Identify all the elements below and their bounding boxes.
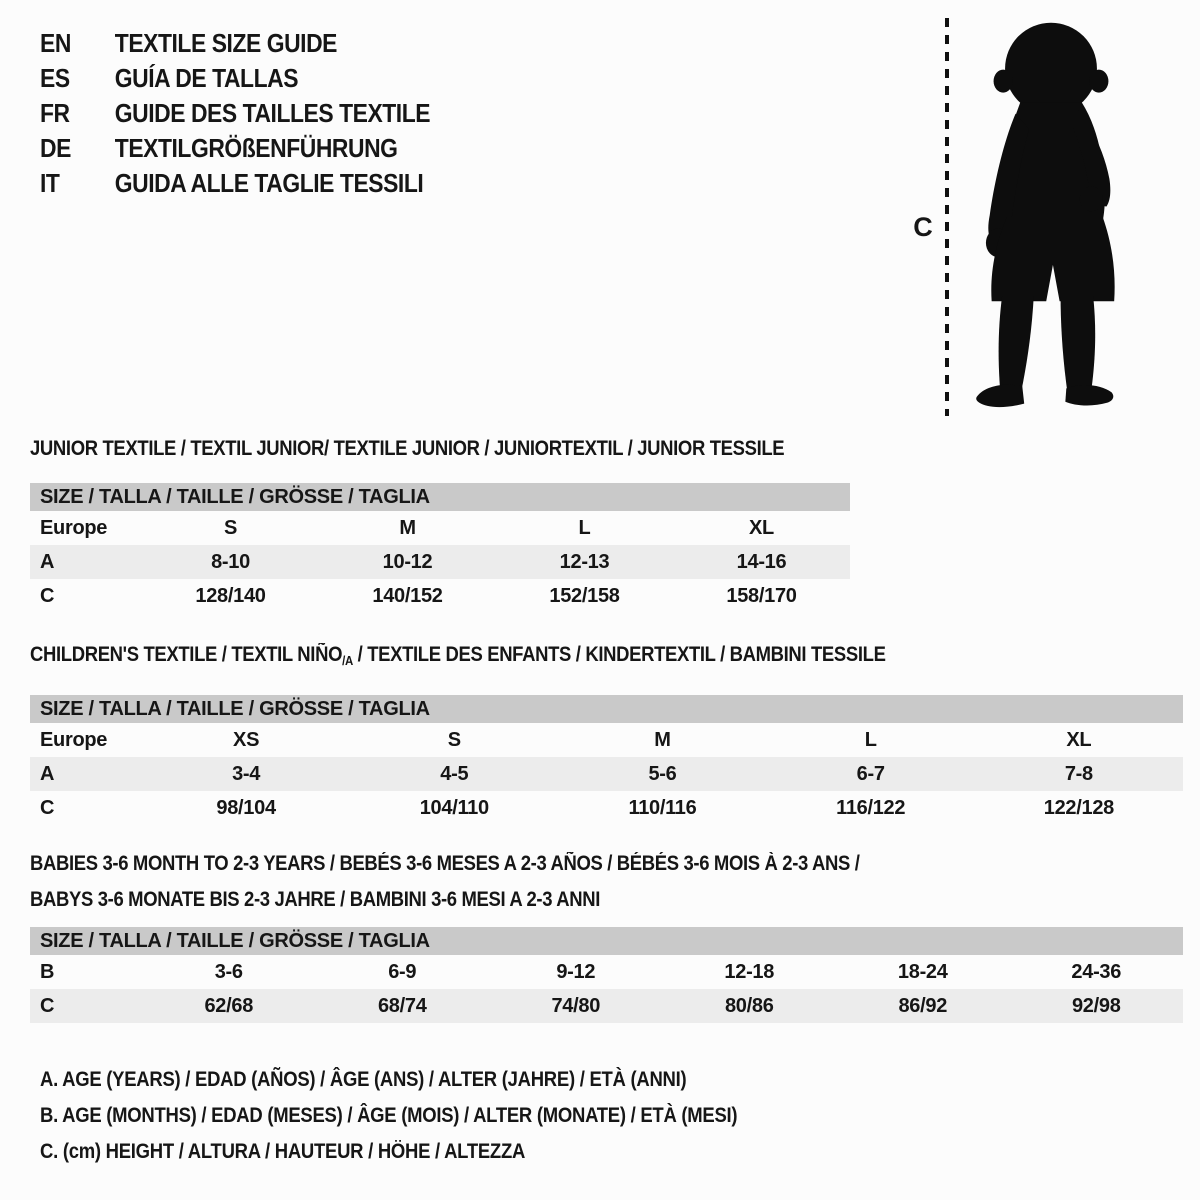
row-label: Europe xyxy=(40,516,108,539)
junior-size-table xyxy=(30,483,850,613)
cell: 104/110 xyxy=(419,796,489,819)
cell: S xyxy=(447,728,461,751)
legend-text-b: B. AGE (MONTHS) / EDAD (MESES) / ÂGE (MOIS) / ALTER (MONATE) / ETÀ (MESI) xyxy=(40,1104,738,1127)
babies-size-table xyxy=(30,927,1183,1023)
cell: 86/92 xyxy=(898,994,948,1017)
cell: 18-24 xyxy=(897,960,948,983)
cell: 128/140 xyxy=(195,584,266,607)
cell: 140/152 xyxy=(372,584,443,607)
size-header-row xyxy=(30,695,1183,723)
cell: 12-18 xyxy=(724,960,775,983)
row-label: C xyxy=(40,994,55,1017)
language-row-it xyxy=(40,166,483,201)
size-header-row xyxy=(30,483,850,511)
junior-heading-text: JUNIOR TEXTILE / TEXTIL JUNIOR/ TEXTILE JUNIOR / JUNIORTEXTIL / JUNIOR TESSILE xyxy=(30,437,785,460)
language-code: IT xyxy=(40,168,60,198)
cell: 7-8 xyxy=(1064,762,1093,785)
language-title: GUIDA ALLE TAGLIE TESSILI xyxy=(114,168,424,198)
children-section-heading xyxy=(30,642,1183,674)
language-title: TEXTILGRÖßENFÜHRUNG xyxy=(114,133,398,163)
babies-heading-line2: BABYS 3-6 MONATE BIS 2-3 JAHRE / BAMBINI 3-6 MESI A 2-3 ANNI xyxy=(30,888,600,911)
junior-section xyxy=(30,436,850,613)
cell: 80/86 xyxy=(724,994,774,1017)
table-row-height xyxy=(30,791,1183,825)
cell: 9-12 xyxy=(556,960,596,983)
cell: 6-9 xyxy=(388,960,417,983)
cell: 10-12 xyxy=(382,550,433,573)
table-row-europe xyxy=(30,723,1183,757)
cell: 110/116 xyxy=(628,796,697,819)
cell: 116/122 xyxy=(836,796,906,819)
cell: XL xyxy=(1066,728,1092,751)
children-section xyxy=(30,642,1183,825)
table-row-age xyxy=(30,757,1183,791)
junior-section-heading xyxy=(30,436,850,462)
height-measure-label: C xyxy=(913,212,933,242)
cell: 92/98 xyxy=(1071,994,1121,1017)
language-code: EN xyxy=(40,28,71,58)
children-heading-rest: / TEXTILE DES ENFANTS / KINDERTEXTIL / BAMBINI TESSILE xyxy=(352,643,886,666)
cell: M xyxy=(654,728,671,751)
children-heading-main: CHILDREN'S TEXTILE / TEXTIL NIÑO xyxy=(30,643,343,666)
cell: 5-6 xyxy=(648,762,677,785)
cell: 158/170 xyxy=(726,584,797,607)
cell: L xyxy=(578,516,591,539)
babies-section xyxy=(30,846,1183,1023)
language-title-list xyxy=(40,26,483,201)
legend-line-b xyxy=(40,1098,832,1134)
cell: 3-4 xyxy=(232,762,261,785)
language-code: DE xyxy=(40,133,71,163)
legend-text-c: C. (cm) HEIGHT / ALTURA / HAUTEUR / HÖHE / ALTEZZA xyxy=(40,1140,526,1163)
language-title: GUÍA DE TALLAS xyxy=(114,63,299,93)
legend-text-a: A. AGE (YEARS) / EDAD (AÑOS) / ÂGE (ANS) / ALTER (JAHRE) / ETÀ (ANNI) xyxy=(40,1068,687,1091)
cell: XL xyxy=(749,516,774,539)
cell: 74/80 xyxy=(551,994,601,1017)
cell: 98/104 xyxy=(216,796,276,819)
language-row-de xyxy=(40,131,483,166)
legend-line-a xyxy=(40,1062,832,1098)
language-code: FR xyxy=(40,98,70,128)
cell: 62/68 xyxy=(204,994,254,1017)
cell: 68/74 xyxy=(377,994,427,1017)
cell: 12-13 xyxy=(559,550,610,573)
cell: 4-5 xyxy=(440,762,469,785)
language-row-en xyxy=(40,26,483,61)
size-header-bar: SIZE / TALLA / TAILLE / GRÖSSE / TAGLIA xyxy=(30,483,850,511)
table-row-months xyxy=(30,955,1183,989)
babies-heading-line1: BABIES 3-6 MONTH TO 2-3 YEARS / BEBÉS 3-6 MESES A 2-3 AÑOS / BÉBÉS 3-6 MOIS À 2-3 ANS / xyxy=(30,852,860,875)
language-code: ES xyxy=(40,63,70,93)
row-label: B xyxy=(40,960,55,983)
cell: 152/158 xyxy=(549,584,620,607)
cell: 6-7 xyxy=(856,762,885,785)
children-heading-subscript: /A xyxy=(342,653,353,668)
cell: M xyxy=(399,516,416,539)
language-title: TEXTILE SIZE GUIDE xyxy=(114,28,337,58)
language-row-es xyxy=(40,61,483,96)
size-header-bar: SIZE / TALLA / TAILLE / GRÖSSE / TAGLIA xyxy=(30,695,1183,723)
cell: 24-36 xyxy=(1071,960,1122,983)
size-header-bar: SIZE / TALLA / TAILLE / GRÖSSE / TAGLIA xyxy=(30,927,1183,955)
cell: 3-6 xyxy=(214,960,243,983)
children-size-table xyxy=(30,695,1183,825)
table-row-age xyxy=(30,545,850,579)
cell: L xyxy=(864,728,877,751)
cell: 14-16 xyxy=(736,550,787,573)
cell: 8-10 xyxy=(211,550,250,573)
height-measure-dashed-line xyxy=(944,18,950,416)
language-row-fr xyxy=(40,96,483,131)
toddler-silhouette-icon xyxy=(960,16,1142,418)
cell: XS xyxy=(233,728,260,751)
cell: 122/128 xyxy=(1043,796,1114,819)
cell: S xyxy=(223,516,238,539)
row-label: A xyxy=(40,762,55,785)
row-label: A xyxy=(40,550,55,573)
table-row-height xyxy=(30,989,1183,1023)
row-label: Europe xyxy=(40,728,108,751)
legend-line-c xyxy=(40,1134,832,1170)
children-heading-text xyxy=(30,642,886,674)
table-row-europe xyxy=(30,511,850,545)
row-label: C xyxy=(40,796,55,819)
row-label: C xyxy=(40,584,55,607)
head-shape xyxy=(1005,23,1097,115)
babies-section-heading xyxy=(30,846,1183,918)
table-row-height xyxy=(30,579,850,613)
legend xyxy=(40,1062,832,1170)
language-title: GUIDE DES TAILLES TEXTILE xyxy=(114,98,431,128)
size-header-row xyxy=(30,927,1183,955)
